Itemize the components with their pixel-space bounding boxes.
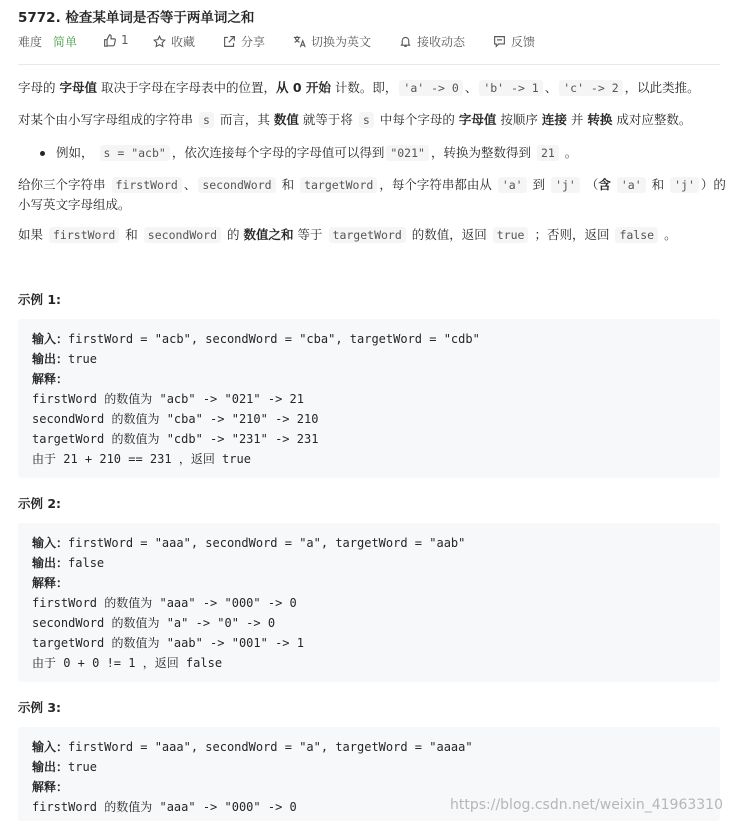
text: 、	[183, 177, 197, 192]
inline-code: 'a'	[617, 177, 646, 193]
example-output-line	[32, 349, 720, 369]
bold-text: 连接	[541, 112, 567, 127]
star-icon	[152, 35, 166, 49]
notify-label: 接收动态	[417, 35, 466, 49]
example-explain-label	[32, 573, 720, 593]
example-3-title: 示例 3:	[18, 700, 62, 715]
inline-code: s	[199, 112, 214, 128]
text: 成对应整数。	[616, 112, 692, 127]
input-label: 输入：	[32, 536, 69, 550]
example-explain-line: 由于 21 + 210 == 231 ，返回 true	[32, 452, 251, 466]
inline-code: targetWord	[329, 227, 406, 243]
like-count: 1	[121, 33, 129, 47]
translate-icon	[292, 35, 306, 49]
text: 的数值，返回	[411, 227, 487, 242]
inline-code: 'b' -> 1	[479, 80, 542, 96]
text: 等于	[297, 227, 323, 242]
text: 并	[570, 112, 584, 127]
inline-code: 'a'	[498, 177, 527, 193]
example-explain-line: secondWord 的数值为 "cba" -> "210" -> 210	[32, 412, 319, 426]
text: 按顺序	[500, 112, 538, 127]
problem-title: 5772. 检查某单词是否等于两单词之和	[18, 10, 255, 26]
bold-text: 转换	[587, 112, 613, 127]
bold-text: 数值之和	[243, 227, 294, 242]
example-input-line	[32, 329, 720, 349]
difficulty	[18, 33, 77, 50]
text: 字母的	[18, 80, 56, 95]
text: ，依次连接每个字母的字母值可以得到	[171, 145, 385, 160]
inline-code: 'j'	[551, 177, 580, 193]
example-2-title: 示例 2:	[18, 496, 62, 511]
example-explain-line: firstWord 的数值为 "aaa" -> "000" -> 0	[32, 800, 297, 814]
text: 和	[125, 227, 138, 242]
example-output-line	[32, 553, 720, 573]
inline-code: s = "acb"	[100, 145, 170, 161]
translate-button[interactable]	[292, 33, 371, 50]
inline-code: firstWord	[112, 177, 182, 193]
thumbs-up-icon	[102, 33, 116, 47]
text: 。	[664, 227, 677, 242]
text: 给你三个字符串	[18, 177, 106, 192]
input-label: 输入：	[32, 740, 69, 754]
inline-code: targetWord	[300, 177, 377, 193]
text: ；否则，返回	[534, 227, 610, 242]
feedback-label: 反馈	[511, 35, 536, 49]
text: 对某个由小写字母组成的字符串	[18, 112, 194, 127]
bold-text: 从 0 开始	[276, 80, 331, 95]
text: 的	[227, 227, 240, 242]
text: ，以此类推。	[624, 80, 700, 95]
share-label: 分享	[241, 35, 266, 49]
text: 和	[281, 177, 295, 192]
output-value: true	[68, 352, 97, 366]
input-label: 输入：	[32, 332, 69, 346]
like-button[interactable]	[102, 33, 129, 47]
example-1-block	[18, 319, 720, 478]
text: 、	[464, 80, 478, 95]
bell-icon	[398, 35, 412, 49]
share-button[interactable]	[222, 33, 265, 50]
output-label: 输出：	[32, 352, 69, 366]
example-output-line	[32, 757, 720, 777]
explain-label: 解释：	[32, 780, 69, 794]
input-value: firstWord = "aaa", secondWord = "a", targetWord = "aaaa"	[68, 740, 473, 754]
favorite-button[interactable]	[152, 33, 195, 50]
inline-code: 'j'	[670, 177, 699, 193]
text: （	[585, 177, 599, 192]
text: 到	[532, 177, 546, 192]
text: ）的	[700, 177, 726, 192]
example-explain-line: targetWord 的数值为 "cdb" -> "231" -> 231	[32, 432, 319, 446]
description-paragraph-1	[18, 78, 700, 98]
text: 和	[651, 177, 665, 192]
bullet-dot	[40, 151, 45, 156]
feedback-button[interactable]	[492, 33, 535, 50]
example-explain-line: firstWord 的数值为 "acb" -> "021" -> 21	[32, 392, 304, 406]
difficulty-value: 简单	[53, 35, 78, 49]
text: 。	[564, 145, 578, 160]
description-paragraph-3-line-2: 小写英文字母组成。	[18, 197, 131, 212]
example-input-line	[32, 533, 720, 553]
text: ，转换为整数得到	[430, 145, 531, 160]
description-bullet	[56, 143, 577, 163]
bold-text: 数值	[273, 112, 299, 127]
text: 如果	[18, 227, 44, 242]
toolbar-divider	[18, 64, 720, 65]
text: ，每个字符串都由从	[379, 177, 492, 192]
output-value: true	[68, 760, 97, 774]
description-paragraph-3	[18, 175, 726, 195]
example-explain-label	[32, 369, 720, 389]
inline-code: 'a' -> 0	[399, 80, 462, 96]
feedback-icon	[492, 35, 506, 49]
example-explain-line: 由于 0 + 0 != 1 ，返回 false	[32, 656, 223, 670]
inline-code: false	[615, 227, 658, 243]
bold-text: 字母值	[458, 112, 497, 127]
description-paragraph-4	[18, 225, 677, 245]
example-2-block	[18, 523, 720, 682]
input-value: firstWord = "aaa", secondWord = "a", targetWord = "aab"	[68, 536, 466, 550]
description-paragraph-2	[18, 110, 691, 130]
bold-text: 含	[598, 177, 611, 192]
favorite-label: 收藏	[171, 35, 196, 49]
example-input-line	[32, 737, 720, 757]
text: 就等于将	[302, 112, 353, 127]
output-label: 输出：	[32, 556, 69, 570]
inline-code: "021"	[386, 145, 429, 161]
notify-button[interactable]	[398, 33, 465, 50]
difficulty-label: 难度	[18, 35, 43, 49]
input-value: firstWord = "acb", secondWord = "cba", targetWord = "cdb"	[68, 332, 480, 346]
inline-code: secondWord	[198, 177, 275, 193]
inline-code: firstWord	[49, 227, 119, 243]
example-1-title: 示例 1:	[18, 292, 62, 307]
inline-code: s	[359, 112, 374, 128]
text: 取决于字母在字母表中的位置，	[101, 80, 277, 95]
inline-code: 'c' -> 2	[559, 80, 622, 96]
example-explain-label	[32, 777, 720, 797]
text: 计数。即，	[334, 80, 398, 95]
text: 例如，	[56, 145, 94, 160]
text: 而言，其	[219, 112, 270, 127]
share-icon	[222, 35, 236, 49]
output-value: false	[68, 556, 105, 570]
text: 、	[544, 80, 558, 95]
translate-label: 切换为英文	[311, 35, 372, 49]
example-explain-line: secondWord 的数值为 "a" -> "0" -> 0	[32, 616, 276, 630]
text: 中每个字母的	[379, 112, 455, 127]
example-explain-line: targetWord 的数值为 "aab" -> "001" -> 1	[32, 636, 304, 650]
output-label: 输出：	[32, 760, 69, 774]
inline-code: true	[493, 227, 529, 243]
example-explain-line: firstWord 的数值为 "aaa" -> "000" -> 0	[32, 596, 297, 610]
bold-text: 字母值	[59, 80, 98, 95]
explain-label: 解释：	[32, 372, 69, 386]
watermark: https://blog.csdn.net/weixin_41963310	[449, 797, 723, 813]
explain-label: 解释：	[32, 576, 69, 590]
inline-code: secondWord	[144, 227, 221, 243]
inline-code: 21	[537, 145, 559, 161]
